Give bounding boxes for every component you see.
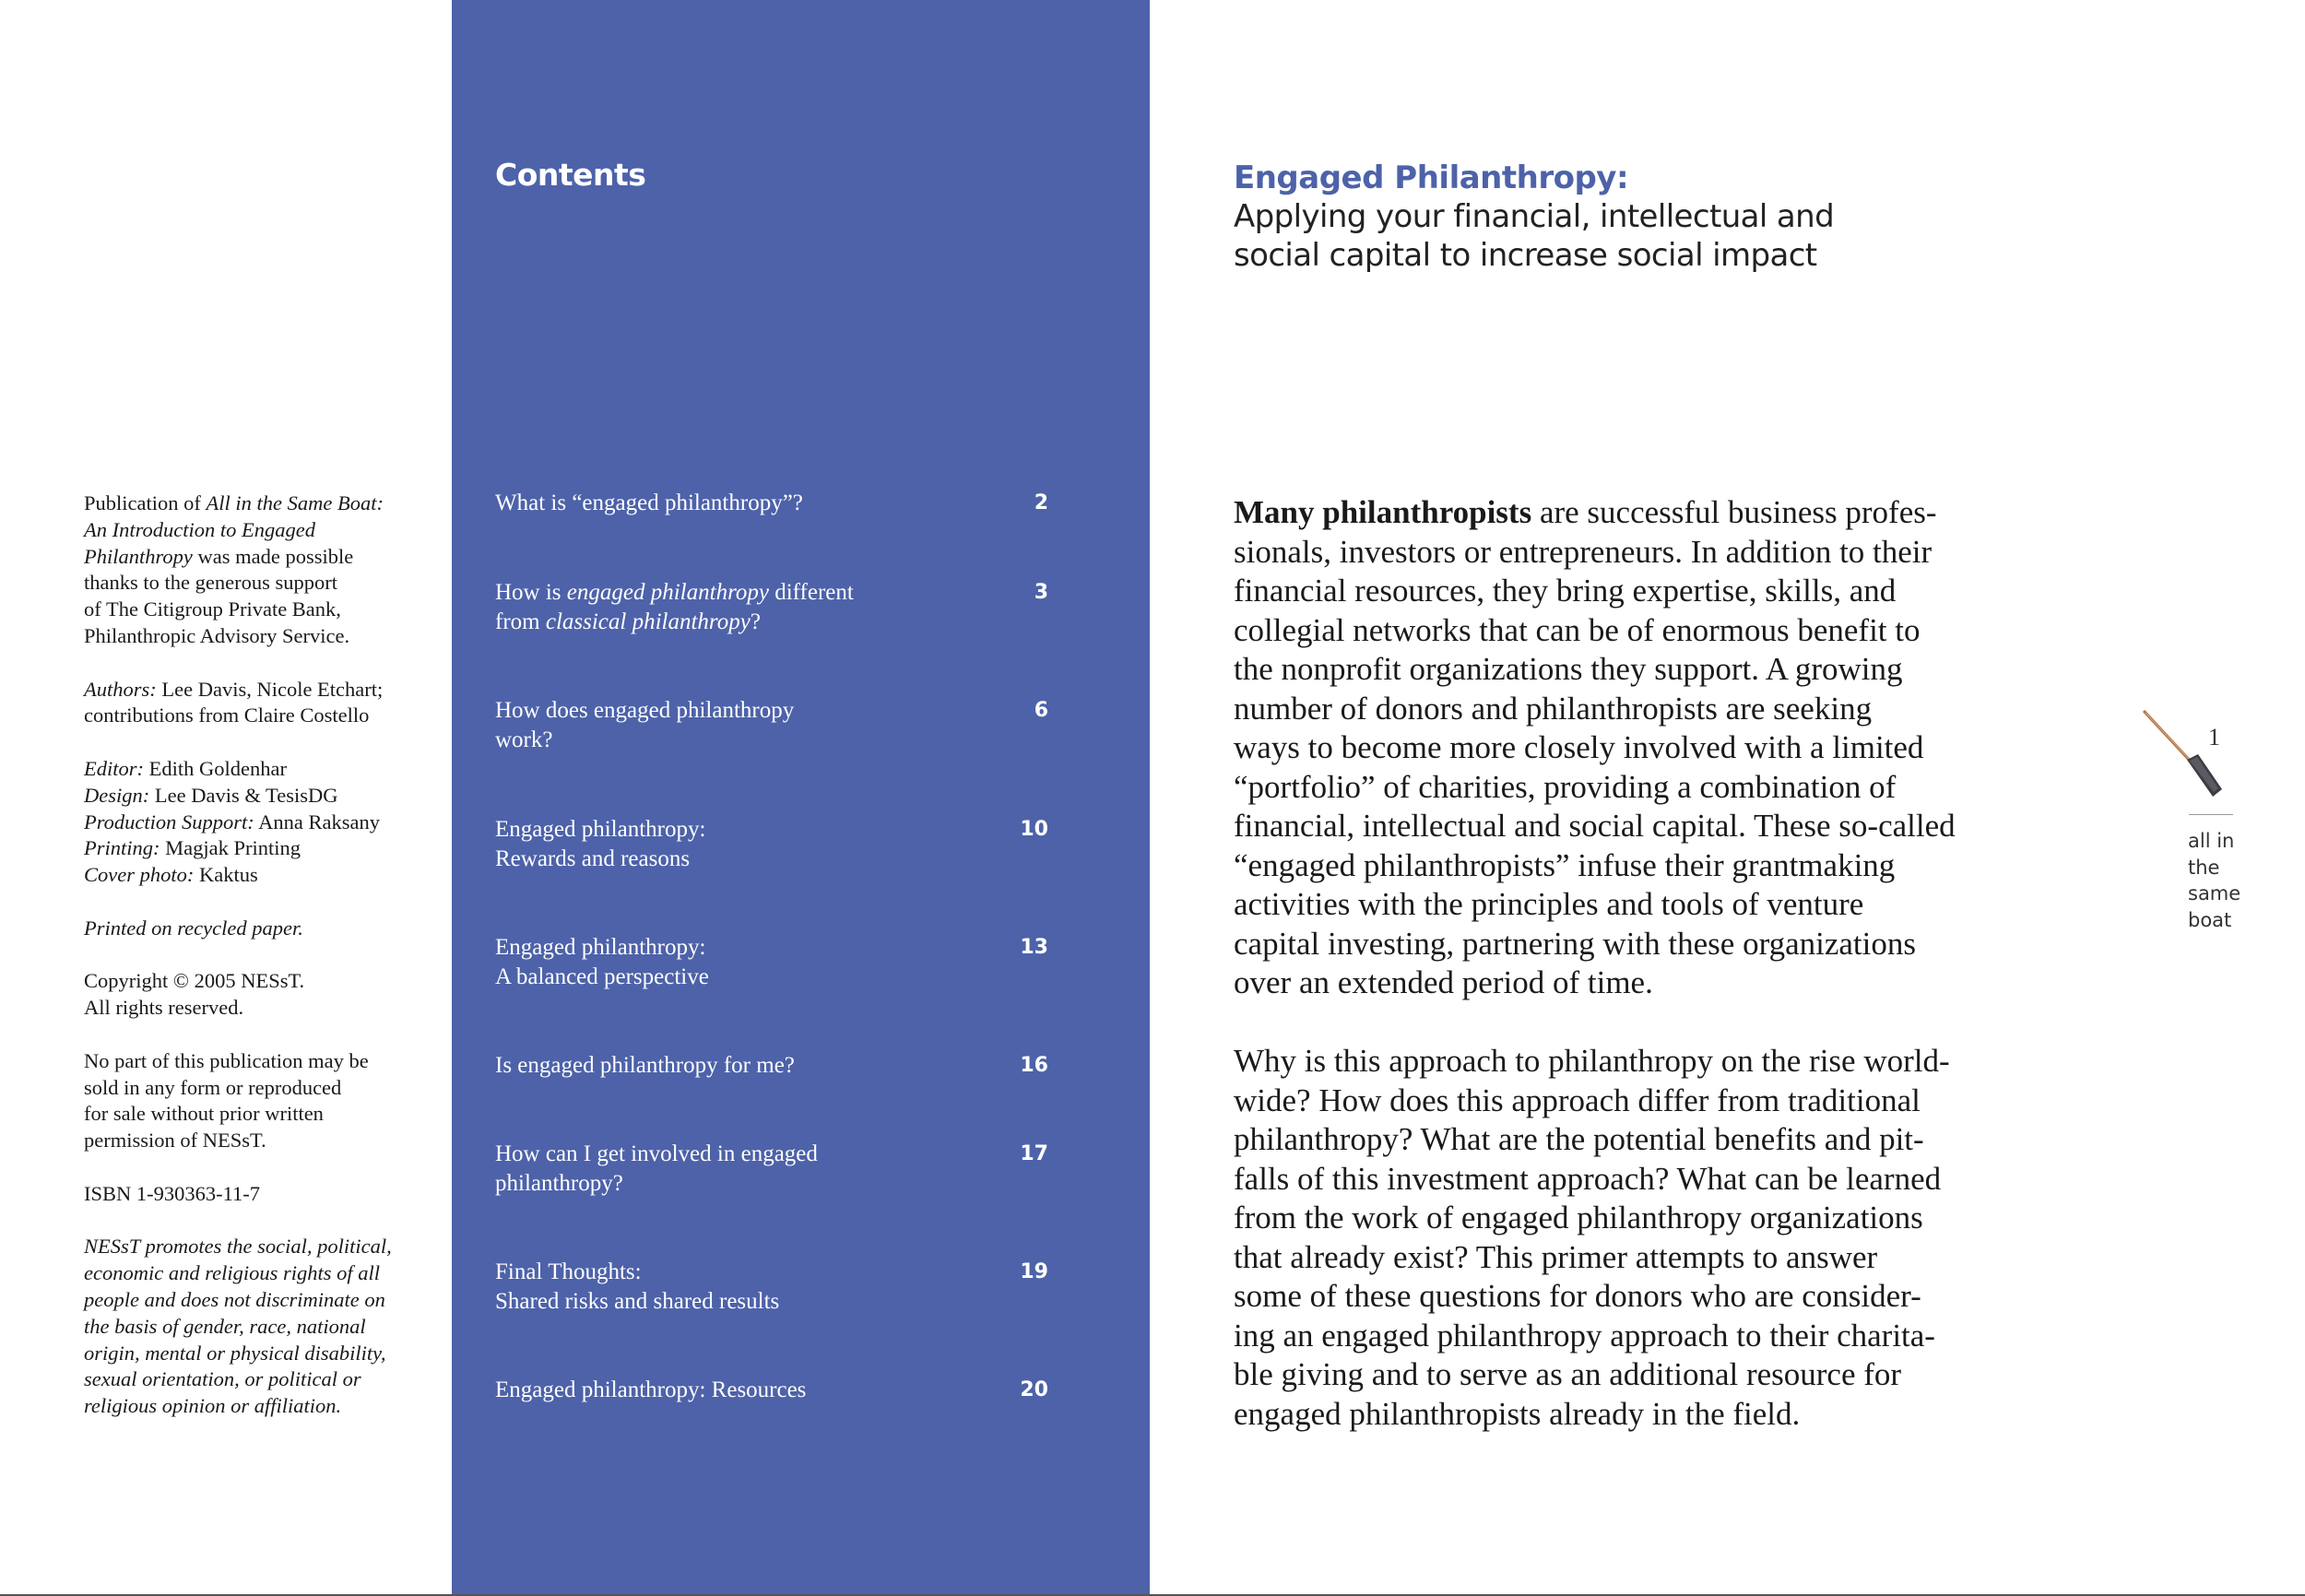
paragraph-line xyxy=(1234,493,2045,533)
publication-title-line-3: Philanthropy xyxy=(84,544,193,568)
credit-value: Edith Goldenhar xyxy=(144,756,287,780)
toc-item-label xyxy=(495,578,1011,608)
series-tagline xyxy=(2188,828,2262,933)
article-subtitle-line-2: social capital to increase social impact xyxy=(1234,237,1817,274)
paragraph-line: from the work of engaged philanthropy organizations xyxy=(1234,1200,1923,1235)
paragraph-line: some of these questions for donors who are consider- xyxy=(1234,1278,1921,1314)
toc-item-label-line-2 xyxy=(495,608,1011,637)
paragraph-line: activities with the principles and tools of venture xyxy=(1234,886,1864,922)
tagline-line: the xyxy=(2188,856,2220,879)
toc-item-label: Engaged philanthropy: Resources xyxy=(495,1377,807,1402)
paragraph-line: over an extended period of time. xyxy=(1234,964,1653,1000)
rights-line: sold in any form or reproduced xyxy=(84,1075,342,1099)
mission-line: religious opinion or affiliation. xyxy=(84,1394,342,1418)
paragraph-line: wide? How does this approach differ from traditional xyxy=(1234,1082,1921,1118)
authors-contributions: contributions from Claire Costello xyxy=(84,703,370,727)
toc-page-number: 13 xyxy=(1020,936,1048,959)
toc-item-balanced-perspective[interactable] xyxy=(495,933,1048,991)
credit-label: Printing: xyxy=(84,836,160,860)
article-title: Engaged Philanthropy: xyxy=(1234,160,1629,196)
credit-label: Cover photo: xyxy=(84,863,195,887)
credit-value: Anna Raksany xyxy=(254,810,381,833)
mission-line: sexual orientation, or political or xyxy=(84,1367,361,1391)
toc-item-label: Is engaged philanthropy for me? xyxy=(495,1053,795,1078)
credit-value: Kaktus xyxy=(194,863,258,887)
rights-line: for sale without prior written xyxy=(84,1102,324,1126)
rights-line: permission of NESsT. xyxy=(84,1129,266,1153)
toc-item-label: What is “engaged philanthropy”? xyxy=(495,491,803,515)
authors-value: Lee Davis, Nicole Etchart; xyxy=(156,677,384,701)
toc-page-number: 2 xyxy=(1034,491,1048,514)
publication-rest-2: thanks to the generous support xyxy=(84,571,337,595)
paragraph-questions xyxy=(1234,1042,2045,1434)
toc-item-rewards-and-reasons[interactable] xyxy=(495,815,1048,873)
toc-item-is-it-for-me[interactable] xyxy=(495,1051,1048,1081)
paragraph-line: the nonprofit organizations they support. A growing xyxy=(1234,651,1903,687)
toc-text: different xyxy=(768,580,854,605)
copyright-note xyxy=(84,968,416,1022)
paragraph-line: collegial networks that can be of enormous benefit to xyxy=(1234,611,1921,648)
page-number: 1 xyxy=(2208,724,2220,751)
credit-value: Magjak Printing xyxy=(160,836,301,860)
mission-line: NESsT promotes the social, political, xyxy=(84,1235,392,1259)
mission-line: origin, mental or physical disability, xyxy=(84,1341,386,1365)
toc-item-label: Engaged philanthropy: xyxy=(495,935,706,960)
toc-item-label: Final Thoughts: xyxy=(495,1259,642,1284)
paragraph-line: ways to become more closely involved with a limited xyxy=(1234,729,1924,765)
article-body xyxy=(1234,493,2045,1473)
paragraph-line: sionals, investors or entrepreneurs. In addition to their xyxy=(1234,533,1933,570)
toc-text-italic: classical philanthropy xyxy=(545,609,751,634)
toc-item-how-does-it-work[interactable] xyxy=(495,696,1048,754)
toc-page-number: 10 xyxy=(1020,818,1048,841)
toc-page-number: 19 xyxy=(1020,1260,1048,1283)
rights-note xyxy=(84,1048,416,1154)
authors-label: Authors: xyxy=(84,677,157,701)
publication-title-line-2: An Introduction to Engaged xyxy=(84,517,316,541)
toc-item-label: How does engaged philanthropy xyxy=(495,698,795,723)
mission-line: people and does not discriminate on xyxy=(84,1287,385,1311)
paragraph-line: falls of this investment approach? What can be learned xyxy=(1234,1160,1942,1197)
paragraph-line: financial resources, they bring expertise, skills, and xyxy=(1234,573,1897,609)
mission-line: the basis of gender, race, national xyxy=(84,1314,366,1338)
lead-in-rest: are successful business profes- xyxy=(1531,494,1937,530)
toc-page-number: 20 xyxy=(1020,1378,1048,1401)
mission-line: economic and religious rights of all xyxy=(84,1261,381,1285)
tagline-line: boat xyxy=(2188,908,2232,931)
oar-icon xyxy=(2137,708,2239,800)
contents-title: Contents xyxy=(495,157,646,193)
paragraph-line: number of donors and philanthropists are seeking xyxy=(1234,690,1873,727)
paragraph-line: financial, intellectual and social capital. These so-called xyxy=(1234,808,1956,844)
recycled-note: Printed on recycled paper. xyxy=(84,916,303,940)
tagline-line: all in xyxy=(2188,830,2235,852)
toc-text: ? xyxy=(750,609,761,634)
toc-item-label-line-2: Rewards and reasons xyxy=(495,845,691,871)
tagline-line: same xyxy=(2188,882,2241,904)
toc-item-label: How can I get involved in engaged xyxy=(495,1141,818,1166)
publication-rest-1: was made possible xyxy=(192,544,354,568)
paragraph-line: capital investing, partnering with these organizations xyxy=(1234,925,1916,962)
rights-reserved-line: All rights reserved. xyxy=(84,996,244,1020)
toc-text: from xyxy=(495,609,546,634)
paragraph-line: “portfolio” of charities, providing a combination of xyxy=(1234,768,1897,805)
toc-item-label: Engaged philanthropy: xyxy=(495,817,706,842)
rights-line: No part of this publication may be xyxy=(84,1048,369,1072)
toc-page-number: 3 xyxy=(1034,581,1048,604)
credits-list xyxy=(84,756,416,889)
publication-rest-4: Philanthropic Advisory Service. xyxy=(84,623,350,647)
publication-rest-3: of The Citigroup Private Bank, xyxy=(84,597,341,621)
isbn: ISBN 1-930363-11-7 xyxy=(84,1181,261,1205)
paragraph-line: that already exist? This primer attempts to answer xyxy=(1234,1238,1878,1275)
toc-text-italic: engaged philanthropy xyxy=(566,580,769,605)
toc-item-how-can-i-get-involved[interactable] xyxy=(495,1140,1048,1198)
credit-value: Lee Davis & TesisDG xyxy=(149,783,338,807)
article-heading xyxy=(1234,159,1879,275)
folio-divider xyxy=(2189,814,2233,815)
toc-item-label-line-2: philanthropy? xyxy=(495,1170,623,1196)
paragraph-line: ble giving and to serve as an additional resource for xyxy=(1234,1356,1902,1392)
paragraph-line: Why is this approach to philanthropy on the rise world- xyxy=(1234,1043,1950,1079)
credit-label: Design: xyxy=(84,783,150,807)
authors-note xyxy=(84,677,416,730)
paragraph-line: engaged philanthropists already in the field. xyxy=(1234,1395,1801,1432)
toc-page-number: 6 xyxy=(1034,699,1048,722)
credit-label: Production Support: xyxy=(84,810,254,833)
toc-item-final-thoughts[interactable] xyxy=(495,1258,1048,1316)
paragraph-line: ing an engaged philanthropy approach to their charita- xyxy=(1234,1317,1935,1354)
colophon xyxy=(84,491,416,1447)
paragraph-line: “engaged philanthropists” infuse their grantmaking xyxy=(1234,846,1896,883)
toc-item-label-line-2: A balanced perspective xyxy=(495,964,709,989)
toc-item-label-line-2: Shared risks and shared results xyxy=(495,1288,780,1314)
paragraph-intro xyxy=(1234,493,2045,1003)
toc-item-resources[interactable] xyxy=(495,1376,1048,1405)
publication-prefix: Publication of xyxy=(84,491,207,514)
credit-label: Editor: xyxy=(84,756,144,780)
article-subtitle-line-1: Applying your financial, intellectual and xyxy=(1234,198,1835,235)
publication-note xyxy=(84,491,416,650)
toc-page-number: 17 xyxy=(1020,1142,1048,1165)
toc-item-what-is-engaged-philanthropy[interactable] xyxy=(495,489,1048,518)
contents-panel xyxy=(452,0,1150,1596)
toc-item-label-line-2: work? xyxy=(495,727,553,752)
toc-page-number: 16 xyxy=(1020,1054,1048,1077)
toc-item-how-is-different[interactable] xyxy=(495,578,1048,636)
mission-statement xyxy=(84,1234,416,1420)
paragraph-line: philanthropy? What are the potential benefits and pit- xyxy=(1234,1121,1924,1157)
copyright-line: Copyright © 2005 NESsT. xyxy=(84,969,305,993)
publication-title: All in the Same Boat: xyxy=(206,491,384,514)
lead-in-bold: Many philanthropists xyxy=(1234,494,1532,530)
toc-text: How is xyxy=(495,580,567,605)
